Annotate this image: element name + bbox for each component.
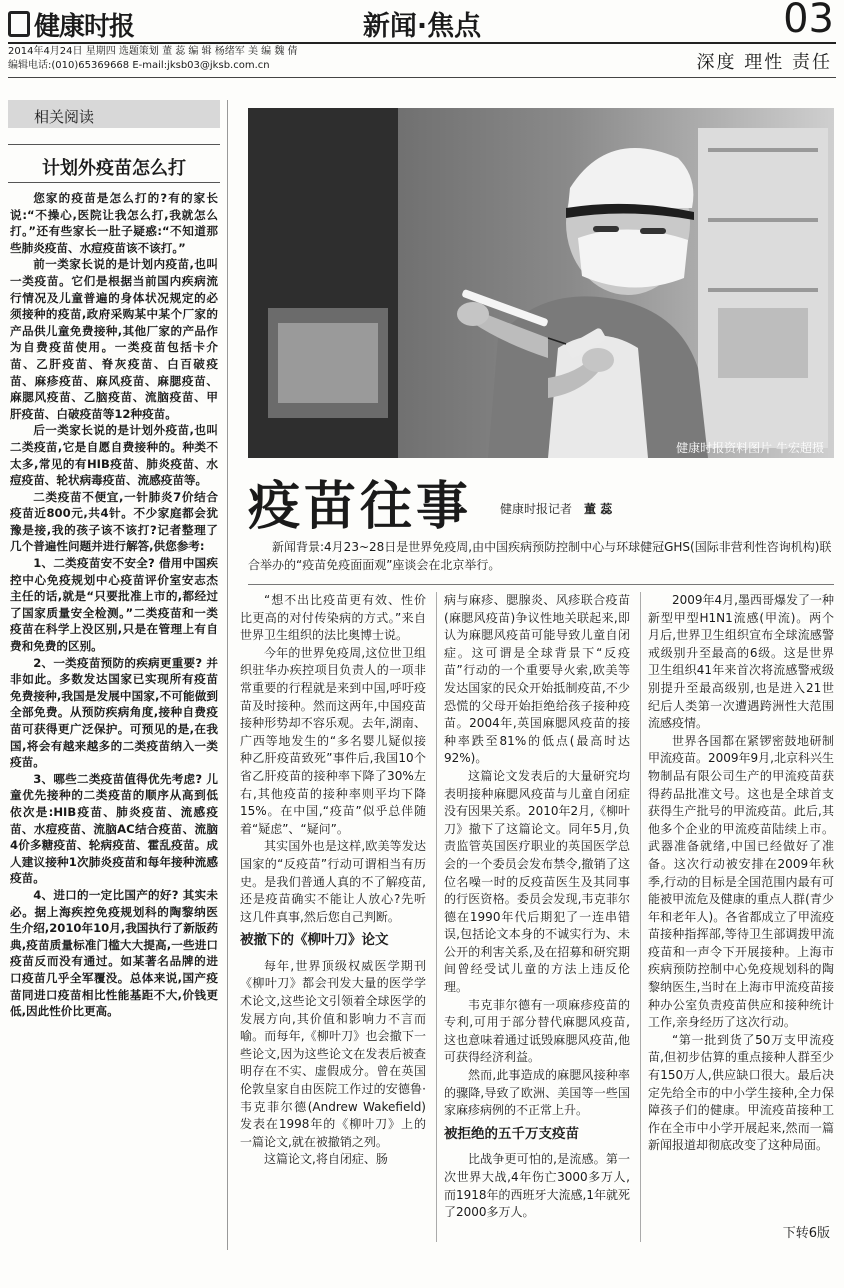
byline-name: 董 蕊 <box>584 502 613 516</box>
article-column-2 <box>444 592 630 1222</box>
article-paragraph: 比战争更可怕的,是流感。第一次世界大战,4年伤亡3000多万人,而1918年的西班牙大流感,1年就死了2000多万人。 <box>444 1152 630 1220</box>
article-paragraph: 这篇论文发表后的大量研究均表明接种麻腮风疫苗与儿童自闭症没有因果关系。2010年2月,《柳叶刀》撤下了这篇论文。同年5月,负责监管英国医疗职业的英国医学总会的一个委员会发布禁令,撤销了这位名噪一时的反疫苗医生及其同事的行医资格。委员会发现,韦克菲尔德在1990年代后期犯了一连串错误,包括论文本身的不诚实行为、未公开的利害关系,及在招募和研究期间曾经受试儿童的方法上违反伦理。 <box>444 768 630 995</box>
sidebar-paragraph: 2、一类疫苗预防的疾病更重要? 并非如此。多数发达国家已实现所有疫苗免费接种,我国是发展中国家,不可能做到全部免费。从预防疾病角度,接种自费疫苗可获得更广泛保护。可预见的是,在我国,将会有越来越多的二类疫苗纳入一类疫苗。 <box>10 655 218 770</box>
subheading-rejected-vaccines: 被拒绝的五千万支疫苗 <box>444 1125 579 1142</box>
article-paragraph: 2009年4月,墨西哥爆发了一种新型甲型H1N1流感(甲流)。两个月后,世界卫生组织宣布全球流感警戒级别升至最高的6级。这是世界卫生组织41年来首次将流感警戒级别提升至最高级别,也是进入21世纪后人类第一次遭遇跨洲性大范围流感疫情。 <box>648 593 834 731</box>
sidebar-paragraph: 您家的疫苗是怎么打的?有的家长说:“不操心,医院让我怎么打,我就怎么打。”还有些家长一肚子疑惑:“不知道那些肺炎疫苗、水痘疫苗该不该打。” <box>10 191 218 255</box>
contact-line: 编辑电话:(010)65369668 E-mail:jksb03@jksb.com.cn <box>8 60 270 71</box>
photo-caption: 健康时报资料图片 牛宏超摄 <box>676 441 824 455</box>
sidebar-paragraph: 4、进口的一定比国产的好? 其实未必。据上海疾控免疫规划科的陶黎纳医生介绍,2010年10月,我国执行了新版药典,疫苗质量标准门槛大大提高,一些进口疫苗反而没有通过。如某著名品牌的进口疫苗几乎全军覆没。总体来说,国产疫苗同进口疫苗相比性能基距不大,价钱更低,因此性价比更高。 <box>10 887 218 1019</box>
sidebar-paragraph: 1、二类疫苗安不安全? 借用中国疾控中心免疫规划中心疫苗评价室安志杰主任的话,就是“只要批准上市的,都经过了国家质量安全检测。”二类疫苗和一类疫苗在科学上没区别,只是在管理上有自费和免费的区别。 <box>10 556 218 654</box>
sidebar-body <box>10 190 218 1020</box>
sidebar-related-reading <box>8 100 220 1250</box>
subheading-lancet: 被撤下的《柳叶刀》论文 <box>240 932 389 949</box>
news-photo <box>248 108 834 458</box>
column-divider <box>436 592 437 1242</box>
article-headline: 疫苗往事 <box>248 476 473 537</box>
slogan: 深度 理性 责任 <box>696 52 832 73</box>
sidebar-section-label: 相关阅读 <box>8 100 220 128</box>
article-paragraph: 世界各国都在紧锣密鼓地研制甲流疫苗。2009年9月,北京科兴生物制品有限公司生产的甲流疫苗获得药品批准文号。这也是全球首支获得生产批号的甲流疫苗。此后,其他多个企业的甲流疫苗陆续上市。武器准备就绪,中国已经做好了准备。这次行动被安排在2009年秋季,行动的目标是全国范围内最有可能被甲流危及健康的重点人群(青少年和老年人)。各省都成立了甲流疫苗接种指挥部,等待卫生部调拨甲流疫苗和一声令下开展接种。上海市疾病预防控制中心免疫规划科的陶黎纳医生,当时在上海市甲流疫苗接种办公室负责疫苗供应和接种统计工作,亲身经历了这次行动。 <box>648 733 834 1030</box>
sidebar-title: 计划外疫苗怎么打 <box>42 158 186 179</box>
sidebar-rule-top <box>8 144 220 145</box>
article-paragraph: 今年的世界免疫周,这位世卫组织驻华办疾控项目负责人的一项非常重要的行程就是来到中国,呼吁疫苗及时接种。然而这两年,中国疫苗接种形势却不容乐观。去年,湖南、广西等地发生的“多名婴儿疑似接种乙肝疫苗致死”事件后,我国10个省乙肝疫苗的接种率下降了30%左右,其他疫苗的接种率则平均下降15%。在中国,“疫苗”似乎总伴随着“疑虑”、“疑问”。 <box>240 645 426 836</box>
column-divider <box>227 100 228 1250</box>
page-number: 03 <box>783 0 834 42</box>
article-paragraph: 其实国外也是这样,欧美等发达国家的“反疫苗”行动可谓相当有历史。是我们普通人真的不了解疫苗,还是疫苗确实不能让人放心?先听这几件真事,然后您自己判断。 <box>240 839 426 924</box>
byline-label: 健康时报记者 <box>500 502 573 516</box>
byline <box>500 500 612 517</box>
background-rule <box>248 584 834 585</box>
logo-text: 健康时报 <box>34 12 135 42</box>
section-title: 新闻·焦点 <box>362 11 482 42</box>
article-column-1 <box>240 592 426 1169</box>
column-divider <box>640 592 641 1242</box>
article-paragraph: 这篇论文,将自闭症、肠 <box>264 1152 388 1167</box>
article-paragraph: “第一批到货了50万支甲流疫苗,但初步估算的重点接种人群至少有150万人,供应缺口很大。最后决定先给全市的中小学生接种,全力保障孩子们的健康。甲流疫苗接种工作在全市中小学开展起来,然而一篇新闻报道却彻底改变了这种局面。 <box>648 1032 834 1153</box>
article-column-3 <box>648 592 834 1155</box>
continued-notice: 下转6版 <box>782 1226 830 1241</box>
article-paragraph: 然而,此事造成的麻腮风接种率的骤降,导致了欧洲、美国等一些国家麻疹病例的不正常上升。 <box>444 1068 630 1118</box>
sidebar-paragraph: 后一类家长说的是计划外疫苗,也叫二类疫苗,它是自愿自费接种的。种类不太多,常见的有HIB疫苗、肺炎疫苗、水痘疫苗、轮状病毒疫苗、流感疫苗等。 <box>10 423 218 488</box>
sidebar-paragraph: 前一类家长说的是计划内疫苗,也叫一类疫苗。它们是根据当前国内疾病流行情况及儿童普遍的身体状况规定的必须接种的疫苗,政府采购某中某个厂家的产品供儿童免费接种,其他厂家的产品作为自费疫苗使用。一类疫苗包括卡介苗、乙肝疫苗、脊灰疫苗、白百破疫苗、麻疹疫苗、麻风疫苗、麻腮疫苗、麻腮风疫苗、乙脑疫苗、流脑疫苗、甲肝疫苗、白破疫苗等12种疫苗。 <box>10 257 218 421</box>
article-paragraph: 每年,世界顶级权威医学期刊《柳叶刀》都会刊发大量的医学学术论文,这些论文引领着全球医学的发展方向,其价值和影响力不言而喻。而每年,《柳叶刀》也会撤下一些论文,因为这些论文在发表后被查明存在不实、虚假成分。曾在英国伦敦皇家自由医院工作过的安德鲁·韦克菲尔德(Andrew Wakefield)发表在1998年的《柳叶刀》上的一篇论文,就在被撤销之列。 <box>240 958 426 1149</box>
header-rule-bottom <box>8 77 836 78</box>
news-background: 新闻背景:4月23~28日是世界免疫周,由中国疾病预防控制中心与环球健冠GHS(国际非营利性咨询机构)联合举办的“疫苗免疫面面观”座谈会在北京举行。 <box>248 540 832 572</box>
date-line: 2014年4月24日 星期四 选题策划 董 蕊 编 辑 杨绪军 美 编 魏 倩 <box>8 46 298 57</box>
header-rule <box>8 42 836 44</box>
sidebar-paragraph: 二类疫苗不便宜,一针肺炎7价结合疫苗近800元,共4针。不少家庭都会犹豫是接,我的孩子该不该打?记者整理了几个普遍性问题并进行解答,供您参考: <box>10 489 218 554</box>
sidebar-rule-bottom <box>8 182 220 183</box>
article-paragraph: “想不出比疫苗更有效、性价比更高的对付传染病的方式。”来自世界卫生组织的法比奥博士说。 <box>240 593 426 643</box>
header-meta <box>8 45 298 73</box>
sidebar-paragraph: 3、哪些二类疫苗值得优先考虑? 儿童优先接种的二类疫苗的顺序从高到低依次是:HIB疫苗、肺炎疫苗、流感疫苗、水痘疫苗、流脑AC结合疫苗、流脑4价多糖疫苗、轮病疫苗、霍乱疫苗。成人建议接种1次肺炎疫苗和每年接种流感疫苗。 <box>10 771 218 886</box>
article-paragraph: 韦克菲尔德有一项麻疹疫苗的专利,可用于部分替代麻腮风疫苗,这也意味着通过诋毁麻腮风疫苗,他可获得经济利益。 <box>444 997 630 1065</box>
nurse-vaccine-photo <box>248 108 834 458</box>
article-paragraph: 病与麻疹、腮腺炎、风疹联合疫苗(麻腮风疫苗)争议性地关联起来,即认为麻腮风疫苗可能导致儿童自闭症。这可谓是全球背景下“反疫苗”行动的一个重要导火索,欧美等发达国家的民众开始抵制疫苗,不少恐慌的父母开始拒绝给孩子接种疫苗。2004年,英国麻腮风疫苗的接种率跌至81%的低点(最高时达92%)。 <box>444 593 630 766</box>
